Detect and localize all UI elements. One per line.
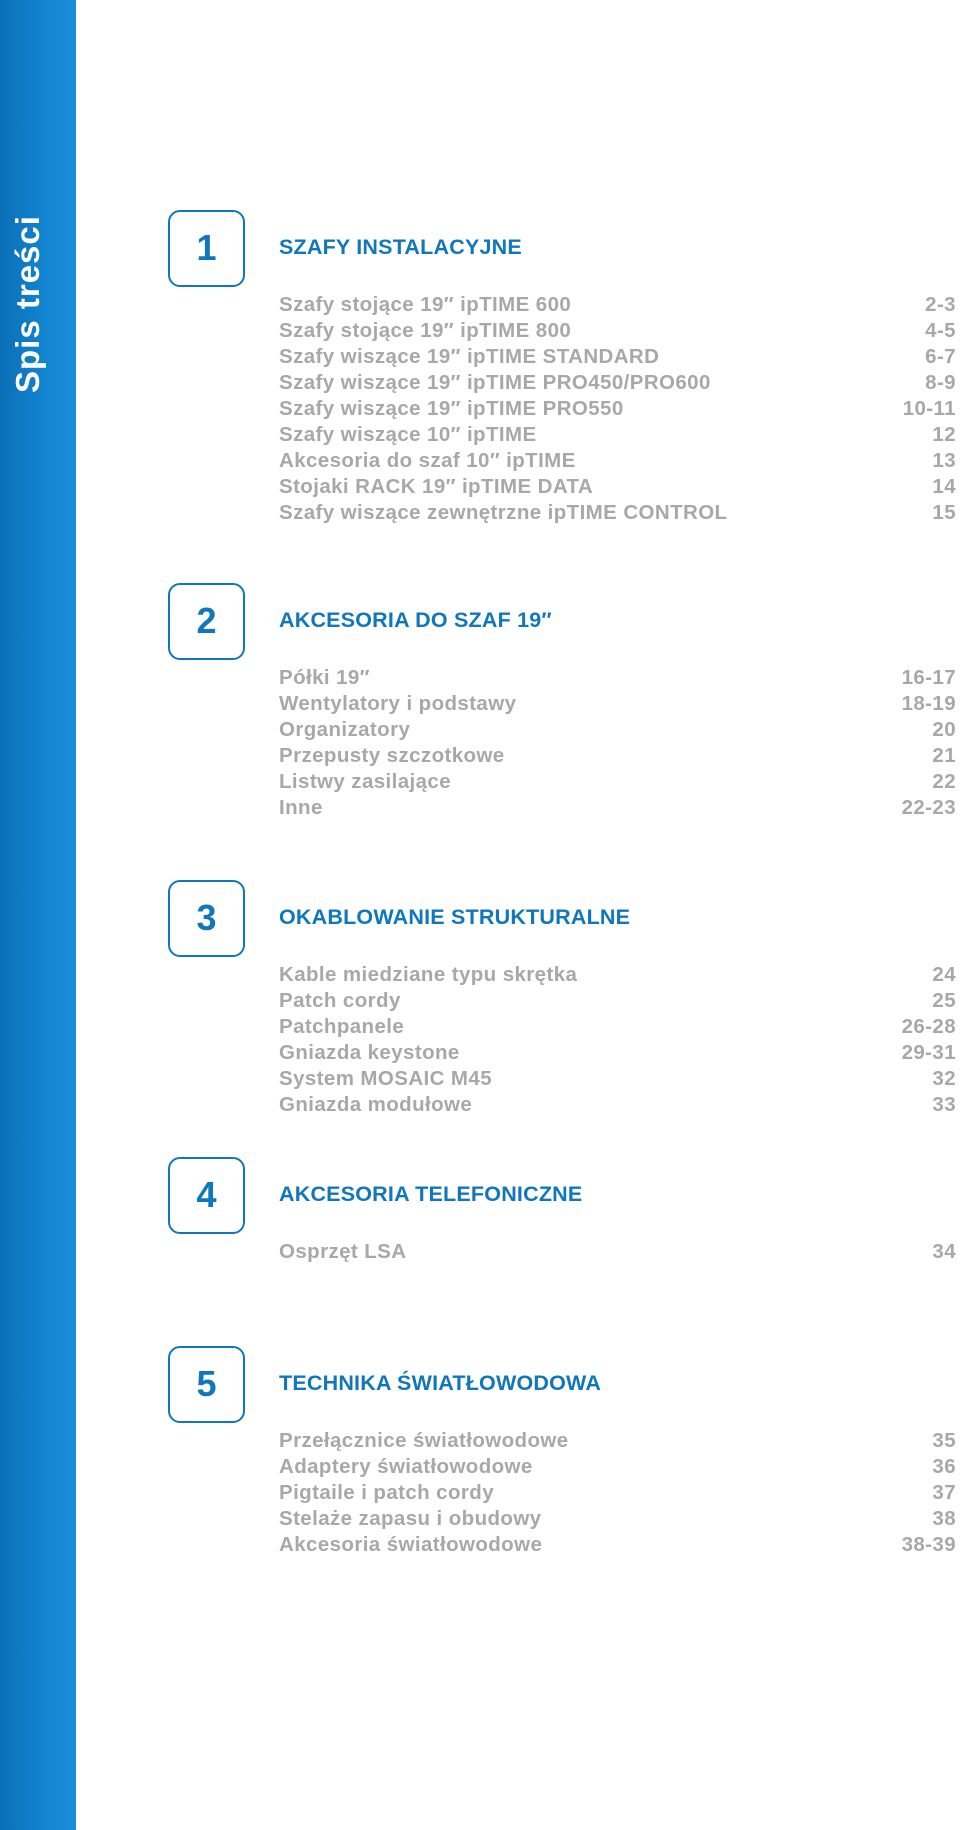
page-title: Spis treści [9, 215, 46, 393]
toc-entry [279, 1040, 956, 1066]
toc-entry-page: 26-28 [901, 1015, 956, 1038]
toc-entry-page: 32 [932, 1067, 956, 1090]
toc-entry [279, 1014, 956, 1040]
section-number-box: 5 [168, 1346, 245, 1423]
toc-entry [279, 292, 956, 318]
toc-entry-label: Szafy wiszące zewnętrzne ipTIME CONTROL [279, 501, 728, 524]
toc-entry [279, 1454, 956, 1480]
section-items [279, 1428, 956, 1558]
sidebar [0, 0, 76, 1830]
toc-entry [279, 422, 956, 448]
toc-entry-label: Patch cordy [279, 989, 401, 1012]
toc-entry [279, 1532, 956, 1558]
toc-entry-page: 22 [932, 770, 956, 793]
toc-entry-label: Szafy wiszące 19″ ipTIME PRO550 [279, 397, 624, 420]
toc-entry-page: 18-19 [901, 692, 956, 715]
toc-entry-page: 8-9 [925, 371, 956, 394]
toc-entry-page: 38-39 [901, 1533, 956, 1556]
toc-entry-label: Przełącznice światłowodowe [279, 1429, 569, 1452]
toc-entry-page: 4-5 [925, 319, 956, 342]
toc-entry-page: 15 [932, 501, 956, 524]
toc-entry [279, 795, 956, 821]
toc-entry-page: 37 [932, 1481, 956, 1504]
toc-entry [279, 717, 956, 743]
toc-entry [279, 691, 956, 717]
toc-entry-label: Szafy wiszące 19″ ipTIME STANDARD [279, 345, 660, 368]
section-title: TECHNIKA ŚWIATŁOWODOWA [279, 1371, 602, 1395]
section-number-box: 3 [168, 880, 245, 957]
toc-entry-page: 38 [932, 1507, 956, 1530]
toc-entry-page: 21 [932, 744, 956, 767]
toc-entry-label: Stojaki RACK 19″ ipTIME DATA [279, 475, 594, 498]
toc-entry-label: Szafy wiszące 19″ ipTIME PRO450/PRO600 [279, 371, 711, 394]
toc-entry [279, 1239, 956, 1265]
toc-entry [279, 396, 956, 422]
section-items [279, 1239, 956, 1265]
toc-entry [279, 1066, 956, 1092]
toc-entry-page: 20 [932, 718, 956, 741]
toc-entry-label: Organizatory [279, 718, 411, 741]
toc-entry [279, 1092, 956, 1118]
toc-entry [279, 500, 956, 526]
toc-entry-label: Patchpanele [279, 1015, 405, 1038]
toc-entry-page: 33 [932, 1093, 956, 1116]
toc-entry-label: Akcesoria do szaf 10″ ipTIME [279, 449, 576, 472]
toc-entry-label: Kable miedziane typu skrętka [279, 963, 578, 986]
toc-entry-label: Pigtaile i patch cordy [279, 1481, 494, 1504]
toc-entry-page: 24 [932, 963, 956, 986]
toc-entry-label: Szafy stojące 19″ ipTIME 600 [279, 293, 572, 316]
section-items [279, 665, 956, 821]
toc-entry-page: 14 [932, 475, 956, 498]
toc-entry-page: 6-7 [925, 345, 956, 368]
toc-entry [279, 1480, 956, 1506]
toc-entry-label: Półki 19″ [279, 666, 370, 689]
section-title: SZAFY INSTALACYJNE [279, 235, 522, 259]
toc-entry-page: 36 [932, 1455, 956, 1478]
toc-entry-page: 34 [932, 1240, 956, 1263]
toc-entry-page: 13 [932, 449, 956, 472]
toc-entry-page: 22-23 [901, 796, 956, 819]
section-title: OKABLOWANIE STRUKTURALNE [279, 905, 631, 929]
toc-entry [279, 962, 956, 988]
section-number-box: 4 [168, 1157, 245, 1234]
toc-entry-label: Wentylatory i podstawy [279, 692, 517, 715]
toc-entry-label: Gniazda keystone [279, 1041, 460, 1064]
toc-entry [279, 743, 956, 769]
toc-entry-label: Stelaże zapasu i obudowy [279, 1507, 542, 1530]
toc-entry [279, 665, 956, 691]
toc-entry-page: 10-11 [902, 397, 956, 420]
section-number-box: 2 [168, 583, 245, 660]
toc-entry [279, 370, 956, 396]
toc-entry [279, 1506, 956, 1532]
section-items [279, 962, 956, 1118]
toc-entry-label: System MOSAIC M45 [279, 1067, 493, 1090]
section-title: AKCESORIA TELEFONICZNE [279, 1182, 583, 1206]
toc-entry-label: Przepusty szczotkowe [279, 744, 505, 767]
toc-entry [279, 988, 956, 1014]
toc-entry [279, 318, 956, 344]
toc-entry-label: Listwy zasilające [279, 770, 452, 793]
toc-entry-label: Szafy stojące 19″ ipTIME 800 [279, 319, 572, 342]
toc-entry-page: 35 [932, 1429, 956, 1452]
toc-entry-page: 2-3 [925, 293, 956, 316]
toc-entry [279, 344, 956, 370]
section-title: AKCESORIA DO SZAF 19″ [279, 608, 552, 632]
toc-entry [279, 1428, 956, 1454]
toc-entry-label: Akcesoria światłowodowe [279, 1533, 543, 1556]
section-items [279, 292, 956, 526]
toc-entry-page: 25 [932, 989, 956, 1012]
toc-entry-page: 29-31 [901, 1041, 956, 1064]
toc-entry-page: 16-17 [901, 666, 956, 689]
toc-entry-label: Inne [279, 796, 323, 819]
toc-entry-page: 12 [932, 423, 956, 446]
toc-entry [279, 769, 956, 795]
toc-entry-label: Gniazda modułowe [279, 1093, 473, 1116]
toc-entry-label: Adaptery światłowodowe [279, 1455, 533, 1478]
toc-entry-label: Osprzęt LSA [279, 1240, 407, 1263]
section-number-box: 1 [168, 210, 245, 287]
toc-entry [279, 474, 956, 500]
toc-entry [279, 448, 956, 474]
toc-entry-label: Szafy wiszące 10″ ipTIME [279, 423, 537, 446]
